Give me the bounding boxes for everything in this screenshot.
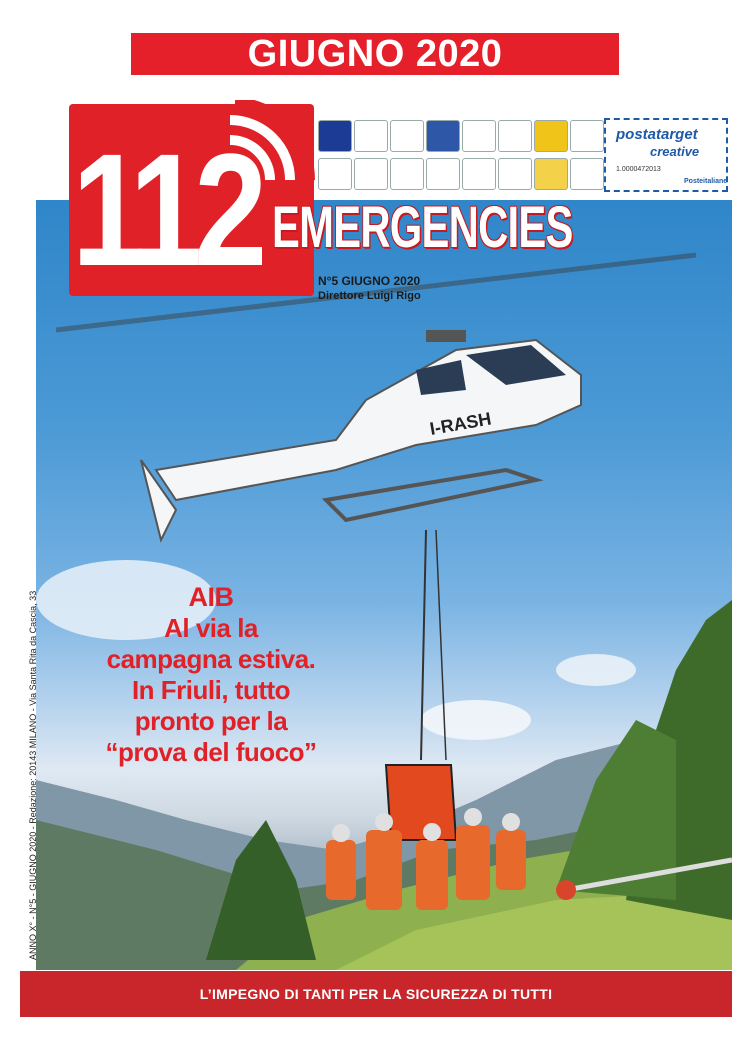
- anpas-logo-icon: [462, 158, 496, 190]
- region-crest-icon: [462, 120, 496, 152]
- headline-line: Al via la: [164, 613, 258, 643]
- partner-logo-icon: [390, 120, 424, 152]
- postage-subtitle: creative: [650, 144, 700, 159]
- volunteer-logo-icon: [570, 158, 604, 190]
- firefighters-logo-icon: [534, 158, 568, 190]
- signal-waves-icon: [210, 100, 320, 210]
- areu-logo-icon: [318, 158, 352, 190]
- headline-line: In Friuli, tutto: [131, 675, 291, 705]
- partner-logos: [318, 120, 600, 192]
- eu-flag-icon: [318, 120, 352, 152]
- headline-line: AIB: [188, 582, 234, 612]
- issue-number: N°5 GIUGNO 2020: [318, 274, 421, 288]
- headline-line: pronto per la: [134, 706, 288, 736]
- director-name: Direttore Luigi Rigo: [318, 290, 421, 302]
- footer-tagline: L’IMPEGNO DI TANTI PER LA SICUREZZA DI TUTTI: [20, 971, 732, 1017]
- emergency-logo-icon: [390, 158, 424, 190]
- marche-logo-icon: [498, 120, 532, 152]
- civil-protection-logo-icon: [426, 120, 460, 152]
- cover-headline: [80, 582, 342, 768]
- postage-code: 1.0000472013: [616, 166, 661, 173]
- helicopter-registration: I-RASH: [428, 408, 493, 439]
- postage-footer: Posteitaliane: [684, 178, 728, 185]
- ingv-logo-icon: [354, 120, 388, 152]
- headline-line: “prova del fuoco”: [105, 737, 317, 767]
- association-seal-icon: [570, 120, 604, 152]
- 118-logo-icon: [354, 158, 388, 190]
- masthead-title: EMERGENCIES: [272, 195, 573, 260]
- red-cross-logo-icon: [498, 158, 532, 190]
- headline-line: campagna estiva.: [106, 644, 316, 674]
- imprint-side-text: ANNO X° - N°5 - GIUGNO 2020 - Redazione: 20143 MILANO - Via Santa Rita da Cascia, 33: [28, 590, 38, 960]
- postage-stamp: [604, 118, 728, 192]
- month-banner: GIUGNO 2020: [131, 33, 619, 75]
- 112-logo-icon: [426, 158, 460, 190]
- logo-number: 112: [72, 120, 260, 299]
- sicily-logo-icon: [534, 120, 568, 152]
- postage-title: postatarget: [616, 126, 698, 143]
